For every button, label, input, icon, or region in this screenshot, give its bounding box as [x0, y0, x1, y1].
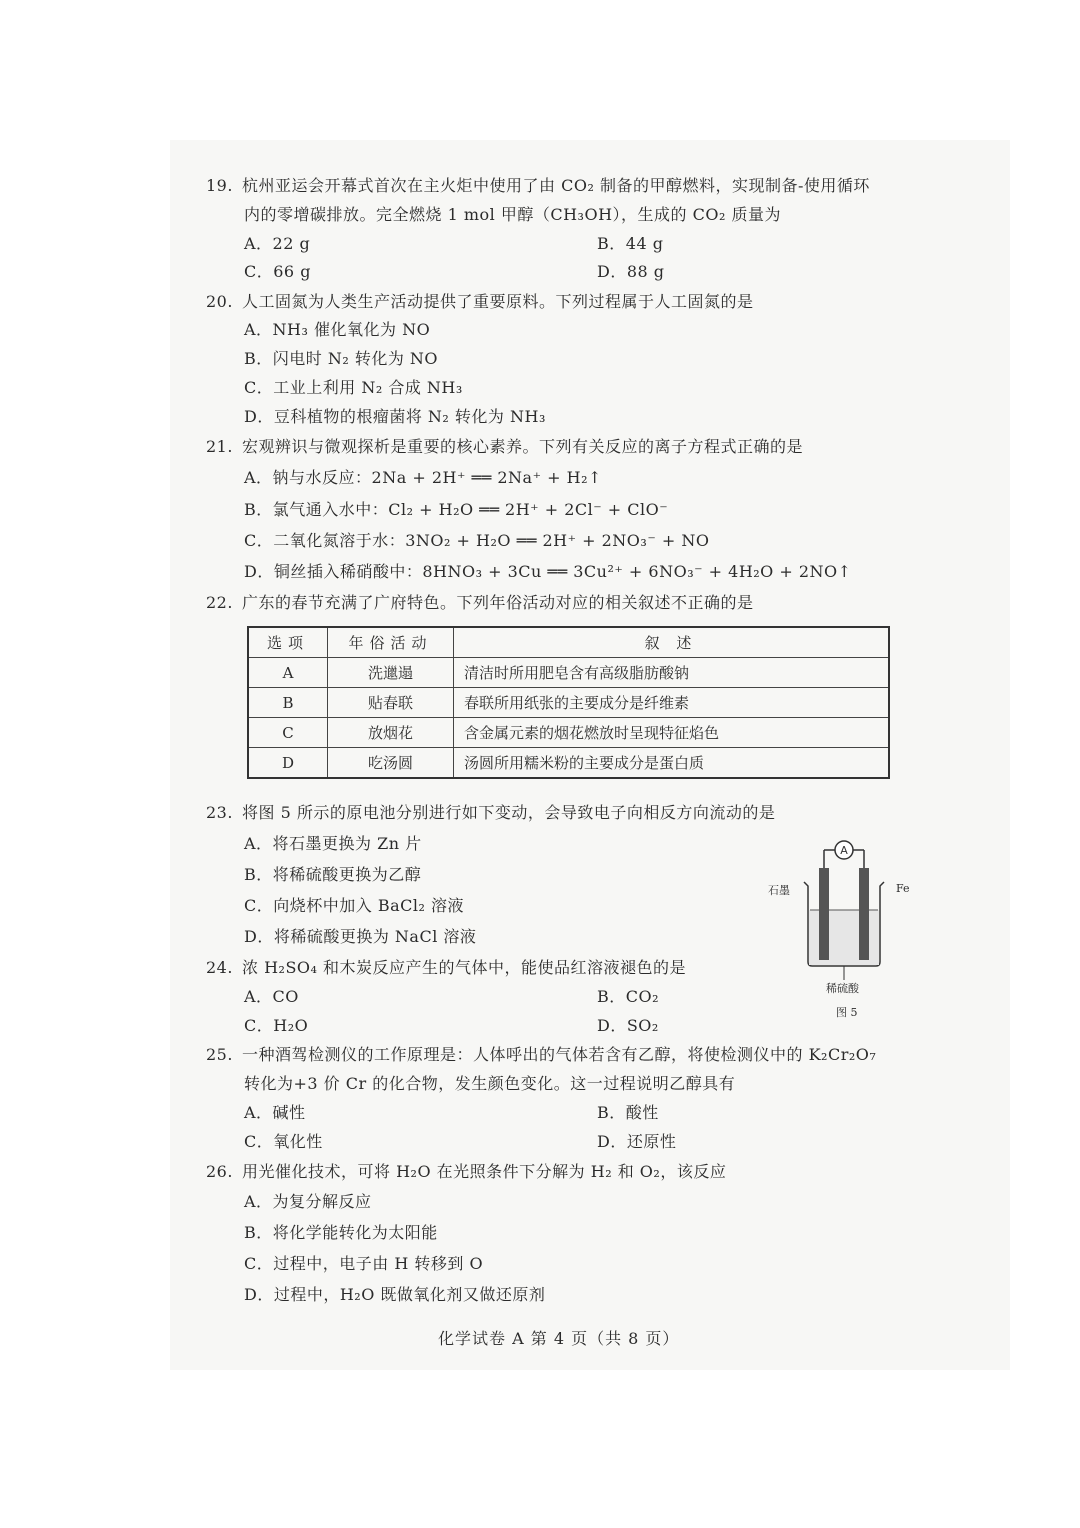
cell-activity: 洗邋遢	[328, 658, 454, 688]
cell-option: C	[248, 718, 328, 748]
question-number: 24.	[206, 958, 233, 977]
option-d: D．88 g	[597, 262, 665, 281]
right-electrode-label: Fe	[896, 882, 910, 895]
header-option: 选项	[248, 627, 328, 658]
ammeter-label: A	[840, 844, 848, 857]
figure-caption: 图 5	[836, 1006, 858, 1019]
option-b: B．酸性	[597, 1103, 659, 1122]
cell-activity: 贴春联	[328, 688, 454, 718]
question-24	[206, 958, 686, 978]
page-footer: 化学试卷 A 第 4 页（共 8 页）	[438, 1329, 680, 1348]
header-activity: 年俗活动	[328, 627, 454, 658]
option-b: B．闪电时 N₂ 转化为 NO	[244, 349, 439, 368]
question-19	[206, 176, 870, 196]
option-d: D．SO₂	[597, 1016, 659, 1035]
option-c: C．工业上利用 N₂ 合成 NH₃	[244, 378, 463, 397]
cell-option: A	[248, 658, 328, 688]
question-stem: 杭州亚运会开幕式首次在主火炬中使用了由 CO₂ 制备的甲醇燃料，实现制备-使用循环	[242, 176, 870, 195]
question-stem: 用光催化技术，可将 H₂O 在光照条件下分解为 H₂ 和 O₂，该反应	[242, 1162, 727, 1181]
question-stem: 宏观辨识与微观探析是重要的核心素养。下列有关反应的离子方程式正确的是	[242, 437, 804, 456]
fe-electrode	[859, 868, 869, 960]
option-b: B．将化学能转化为太阳能	[244, 1223, 438, 1242]
question-26	[206, 1162, 726, 1182]
question-20	[206, 292, 754, 312]
cell-option: B	[248, 688, 328, 718]
question-number: 26.	[206, 1162, 233, 1181]
cell-diagram	[760, 838, 920, 1028]
option-a: A．CO	[244, 987, 299, 1006]
question-stem: 浓 H₂SO₄ 和木炭反应产生的气体中，能使品红溶液褪色的是	[242, 958, 687, 977]
option-a: A．碱性	[244, 1103, 306, 1122]
question-stem: 人工固氮为人类生产活动提供了重要原料。下列过程属于人工固氮的是	[242, 292, 754, 311]
question-stem-cont: 内的零增碳排放。完全燃烧 1 mol 甲醇（CH₃OH），生成的 CO₂ 质量为	[244, 205, 781, 224]
cell-activity: 吃汤圆	[328, 748, 454, 779]
cell-statement: 春联所用纸张的主要成分是纤维素	[454, 688, 890, 718]
header-statement: 叙 述	[454, 627, 890, 658]
question-25	[206, 1045, 876, 1065]
cell-activity: 放烟花	[328, 718, 454, 748]
option-c: C．过程中，电子由 H 转移到 O	[244, 1254, 484, 1273]
question-stem: 一种酒驾检测仪的工作原理是：人体呼出的气体若含有乙醇，将使检测仪中的 K₂Cr₂O₇	[242, 1045, 877, 1064]
question-21	[206, 437, 803, 457]
question-number: 23.	[206, 803, 233, 822]
question-number: 21.	[206, 437, 233, 456]
question-22	[206, 593, 754, 613]
table-row	[248, 688, 889, 718]
graphite-electrode	[819, 868, 829, 960]
cell-statement: 汤圆所用糯米粉的主要成分是蛋白质	[454, 748, 890, 779]
option-d: D．过程中，H₂O 既做氧化剂又做还原剂	[244, 1285, 546, 1304]
table-row	[248, 748, 889, 779]
table-row	[248, 658, 889, 688]
option-a: A．为复分解反应	[244, 1192, 372, 1211]
option-b: B．44 g	[597, 234, 664, 253]
option-d: D．还原性	[597, 1132, 677, 1151]
question-number: 25.	[206, 1045, 233, 1064]
cell-statement: 含金属元素的烟花燃放时呈现特征焰色	[454, 718, 890, 748]
left-electrode-label: 石墨	[768, 884, 790, 897]
option-c: C．H₂O	[244, 1016, 309, 1035]
question-number: 20.	[206, 292, 233, 311]
table-row	[248, 718, 889, 748]
option-d: D．豆科植物的根瘤菌将 N₂ 转化为 NH₃	[244, 407, 546, 426]
option-a: A．22 g	[244, 234, 311, 253]
option-d: D．将稀硫酸更换为 NaCl 溶液	[244, 927, 477, 946]
option-c: C．向烧杯中加入 BaCl₂ 溶液	[244, 896, 464, 915]
option-d: D．铜丝插入稀硝酸中：8HNO₃ + 3Cu ══ 3Cu²⁺ + 6NO₃⁻ + 4H₂O + 2NO↑	[244, 562, 852, 581]
table-header-row	[248, 627, 889, 658]
question-stem: 广东的春节充满了广府特色。下列年俗活动对应的相关叙述不正确的是	[242, 593, 754, 612]
solution-label: 稀硫酸	[826, 982, 859, 995]
option-c: C．66 g	[244, 262, 311, 281]
option-a: A．钠与水反应：2Na + 2H⁺ ══ 2Na⁺ + H₂↑	[244, 468, 602, 487]
custom-table	[247, 626, 890, 779]
question-23	[206, 803, 775, 823]
figure-5-galvanic-cell	[760, 838, 920, 1028]
option-b: B．CO₂	[597, 987, 660, 1006]
cell-option: D	[248, 748, 328, 779]
option-b: B．将稀硫酸更换为乙醇	[244, 865, 422, 884]
question-number: 22.	[206, 593, 233, 612]
question-stem: 将图 5 所示的原电池分别进行如下变动，会导致电子向相反方向流动的是	[242, 803, 776, 822]
option-c: C．氧化性	[244, 1132, 323, 1151]
option-a: A．NH₃ 催化氧化为 NO	[244, 320, 431, 339]
question-stem-cont: 转化为+3 价 Cr 的化合物，发生颜色变化。这一过程说明乙醇具有	[244, 1074, 736, 1093]
option-a: A．将石墨更换为 Zn 片	[244, 834, 422, 853]
option-c: C．二氧化氮溶于水：3NO₂ + H₂O ══ 2H⁺ + 2NO₃⁻ + NO	[244, 531, 710, 550]
question-number: 19.	[206, 176, 233, 195]
option-b: B．氯气通入水中：Cl₂ + H₂O ══ 2H⁺ + 2Cl⁻ + ClO⁻	[244, 500, 669, 519]
cell-statement: 清洁时所用肥皂含有高级脂肪酸钠	[454, 658, 890, 688]
